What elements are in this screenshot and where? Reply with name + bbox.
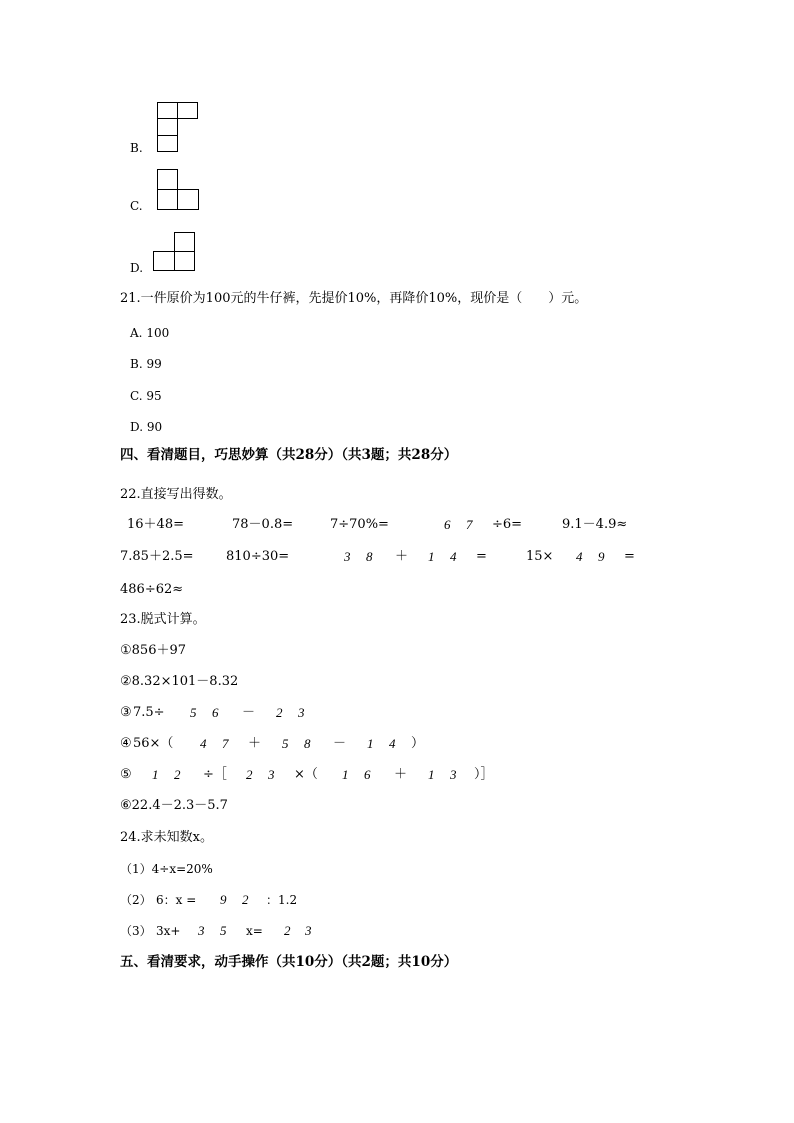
shape-option-d-label: D. (130, 261, 144, 275)
q22-expr: 810÷30= (226, 549, 290, 564)
q21-option-a (130, 325, 169, 341)
q23-stem: 23.脱式计算。 (120, 612, 206, 627)
q21-option-c-value: 95 (146, 389, 162, 403)
q22-expr: 16＋48= (127, 517, 184, 532)
q21-option-d-value: 90 (146, 420, 163, 434)
shape-option-b (157, 102, 199, 154)
q23-item-expr: ÷［ (203, 767, 227, 782)
shape-b-figure (157, 102, 199, 154)
q24-item-expr: x= (246, 924, 263, 938)
q22-expr: 3 (344, 549, 351, 564)
q23-item (120, 643, 186, 659)
q22-expr: 15× (526, 549, 554, 564)
q23-item-number: ⑥ (120, 798, 132, 813)
shape-option-d (153, 232, 197, 274)
q22-expr: = (476, 549, 487, 564)
q23-item-expr: 8.32×101－8.32 (131, 674, 239, 689)
q22-expr: 7 (466, 517, 473, 532)
q22-expr: 9 (598, 549, 605, 564)
q23-item-expr: 3 (450, 767, 457, 782)
q21-option-a-value: 100 (146, 326, 170, 340)
section4-title: 四、看清题目，巧思妙算（共28分）（共3题；共28分） (120, 447, 458, 463)
q24-item-expr: 5 (220, 923, 227, 938)
shape-c-figure (157, 169, 201, 211)
q24-stem: 24.求未知数x。 (120, 830, 214, 845)
q23-item-expr: 6 (364, 767, 371, 782)
q22-expr: 1 (428, 549, 435, 564)
shape-option-c (157, 169, 201, 211)
q22-stem: 22.直接写出得数。 (120, 487, 232, 502)
q24-item-expr: 6：x = (156, 893, 197, 907)
q23-item-expr: 7.5÷ (133, 705, 165, 720)
q23-item-expr: 2 (246, 767, 253, 782)
q23-item (120, 798, 228, 814)
q23-item-expr: 56×（ (133, 736, 174, 751)
q23-item-number: ⑤ (120, 767, 132, 782)
q24-item-expr: 3x+ (156, 924, 181, 938)
shape-option-b-label: B. (130, 141, 143, 155)
q24-item-number: （2） (120, 893, 152, 907)
q22-expr: 4 (576, 549, 583, 564)
q24-item-expr: ：1.2 (266, 893, 298, 907)
q23-item-expr: ） (411, 736, 425, 751)
q21-option-b-label: B. (130, 357, 143, 371)
q23-item-expr: ＋ (394, 767, 408, 782)
q22-expr: ÷6= (492, 517, 523, 532)
q24-item-expr: 9 (220, 892, 227, 907)
q23-item-expr: 3 (298, 705, 305, 720)
q23-item-expr: 1 (152, 767, 159, 782)
q23-item-expr: 6 (212, 705, 219, 720)
q23-item-expr: 22.4－2.3－5.7 (131, 798, 228, 813)
q21-option-d-label: D. (130, 420, 144, 434)
q24-item (120, 861, 213, 877)
q21-option-b (130, 356, 162, 372)
q21-option-a-label: A. (130, 326, 143, 340)
q23-item-number: ④ (120, 736, 132, 751)
q23-item (120, 674, 238, 690)
q23-item-expr: 1 (428, 767, 435, 782)
q22-expr: 78－0.8= (232, 517, 294, 532)
q23-item-expr: 856＋97 (131, 643, 187, 658)
q21-option-d (130, 419, 162, 435)
q23-item-expr: 2 (174, 767, 181, 782)
q24-item-expr: 2 (284, 923, 291, 938)
q22-expr: 6 (444, 517, 451, 532)
q23-item-number: ② (120, 674, 132, 689)
shape-option-c-label: C. (130, 199, 143, 213)
q22-expr: 7.85＋2.5= (120, 549, 194, 564)
q21-option-c-label: C. (130, 389, 143, 403)
q23-item-expr: 5 (282, 736, 289, 751)
q21-stem: 21.一件原价为100元的牛仔裤，先提价10%，再降价10%，现价是（ ）元。 (120, 291, 588, 306)
q22-expr: 7÷70%= (330, 517, 389, 532)
q23-item-expr: ）］ (474, 767, 494, 782)
q22-expr: 9.1－4.9≈ (562, 517, 628, 532)
q23-item-expr: ＋ (248, 736, 262, 751)
q22-expr: ＋ (395, 549, 409, 564)
q23-item-expr: 1 (342, 767, 349, 782)
q23-item-expr: 8 (304, 736, 311, 751)
q23-item-expr: － (242, 705, 256, 720)
q23-item-expr: ×（ (294, 767, 318, 782)
q24-item-number: （1） (120, 862, 152, 876)
q22-expr: 486÷62≈ (120, 582, 184, 597)
q23-item-expr: － (333, 736, 347, 751)
shape-d-figure (153, 232, 197, 274)
q24-item-expr: 3 (198, 923, 205, 938)
q23-item-expr: 4 (200, 736, 207, 751)
q24-item-number: （3） (120, 924, 152, 938)
q23-item-expr: 3 (268, 767, 275, 782)
q23-item-expr: 4 (389, 736, 396, 751)
q24-item-expr: 2 (242, 892, 249, 907)
q21-option-c (130, 388, 162, 404)
q22-expr: = (624, 549, 635, 564)
q22-expr: 4 (450, 549, 457, 564)
q23-item-expr: 7 (222, 736, 229, 751)
q23-item-number: ③ (120, 705, 132, 720)
section5-title: 五、看清要求，动手操作（共10分）（共2题；共10分） (120, 954, 458, 970)
q23-item-number: ① (120, 643, 132, 658)
q23-item-expr: 5 (190, 705, 197, 720)
q21-option-b-value: 99 (146, 357, 162, 371)
q23-item-expr: 2 (276, 705, 283, 720)
q22-expr: 8 (366, 549, 373, 564)
q24-item-expr: 4÷x=20% (151, 862, 213, 876)
q24-item-expr: 3 (305, 923, 312, 938)
q23-item-expr: 1 (367, 736, 374, 751)
